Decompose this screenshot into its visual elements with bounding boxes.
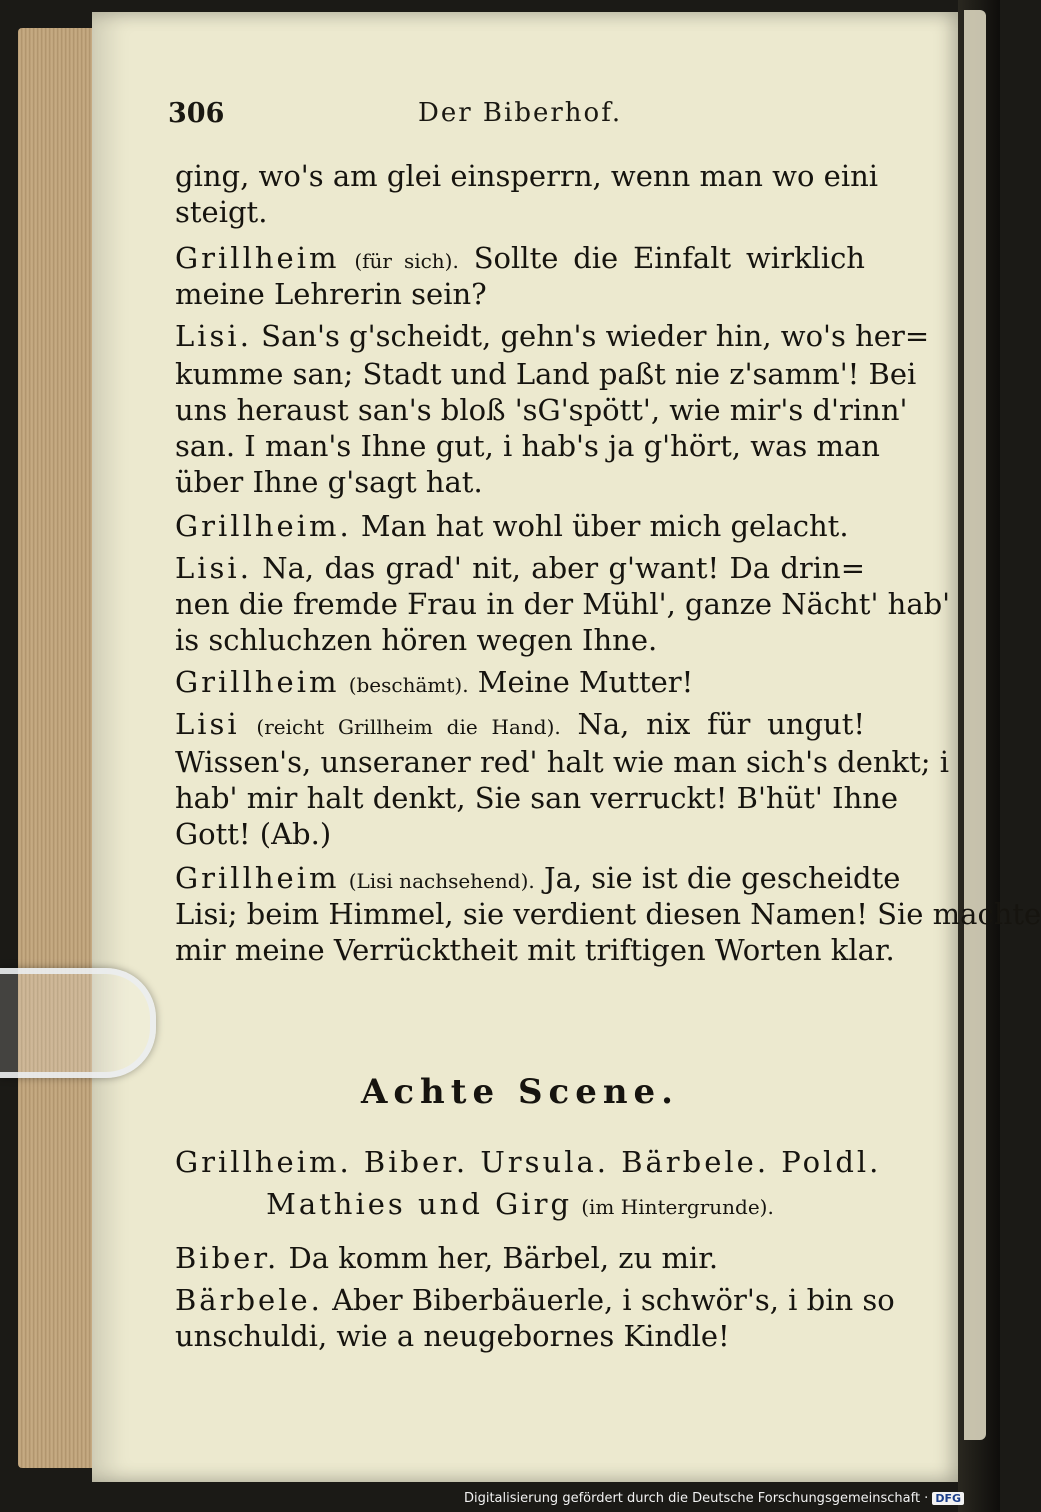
- credit-text: Digitalisierung gefördert durch die Deutsche Forschungsgemeinschaft ·: [463, 1490, 929, 1506]
- page-clip: [0, 968, 156, 1078]
- speaker-name: Grillheim: [175, 861, 340, 895]
- speaker-name: Grillheim.: [175, 509, 352, 543]
- speech-line: Lisi. Na, das grad' nit, aber g'want! Da drin=: [175, 551, 866, 585]
- speaker-name: Lisi.: [175, 319, 252, 353]
- text-line: uns heraust san's bloß 'sG'spött', wie mir's d'rinn': [175, 393, 908, 427]
- speech-line: Lisi (reicht Grillheim die Hand). Na, nix für ungut!: [175, 707, 865, 741]
- text-line: unschuldi, wie a neugebornes Kindle!: [175, 1319, 730, 1353]
- speech-line: Biber. Da komm her, Bärbel, zu mir.: [175, 1241, 719, 1275]
- speaker-name: Lisi.: [175, 551, 252, 585]
- speech-line: Bärbele. Aber Biberbäuerle, i schwör's, i bin so: [175, 1283, 895, 1317]
- text-line: meine Lehrerin sein?: [175, 277, 487, 311]
- stage-direction: (beschämt).: [348, 673, 469, 697]
- speech-line: Grillheim (Lisi nachsehend). Ja, sie ist die gescheidte: [175, 861, 901, 895]
- page-header: [168, 98, 868, 138]
- speaker-name: Lisi: [175, 707, 240, 741]
- text-line: Gott! (Ab.): [175, 817, 332, 851]
- stage-direction: (für sich).: [354, 249, 459, 273]
- text-line: steigt.: [175, 195, 268, 229]
- digitization-credit: [464, 1488, 964, 1508]
- speaker-name: Grillheim: [175, 241, 340, 275]
- text-line: nen die fremde Frau in der Mühl', ganze Nächt' hab': [175, 587, 951, 621]
- scene-title: Achte Scene.: [360, 1072, 680, 1112]
- stage-direction: (reicht Grillheim die Hand).: [256, 715, 561, 739]
- speech-line: Grillheim (für sich). Sollte die Einfalt wirklich: [175, 241, 865, 275]
- running-title: Der Biberhof.: [418, 98, 623, 128]
- page-number: 306: [168, 98, 225, 129]
- text-line: Wissen's, unseraner red' halt wie man sich's denkt; i: [175, 745, 950, 779]
- dfg-logo-icon: DFG: [932, 1492, 964, 1505]
- text-line: ging, wo's am glei einsperrn, wenn man wo eini: [175, 159, 879, 193]
- speech-line: Grillheim. Man hat wohl über mich gelacht.: [175, 509, 849, 543]
- text-line: mir meine Verrücktheit mit triftigen Worten klar.: [175, 933, 895, 967]
- stage-direction: (Lisi nachsehend).: [348, 869, 535, 893]
- speaker-name: Bärbele.: [175, 1283, 323, 1317]
- cast-list-secondary: Mathies und Girg (im Hintergrunde).: [266, 1187, 774, 1221]
- text-line: kumme san; Stadt und Land paßt nie z'samm'! Bei: [175, 357, 917, 391]
- text-line: hab' mir halt denkt, Sie san verruckt! B'hüt' Ihne: [175, 781, 899, 815]
- speech-line: Lisi. San's g'scheidt, gehn's wieder hin, wo's her=: [175, 319, 930, 353]
- right-page-edge: [958, 0, 1000, 1512]
- speaker-name: Grillheim: [175, 665, 340, 699]
- text-line: is schluchzen hören wegen Ihne.: [175, 623, 658, 657]
- speaker-name: Biber.: [175, 1241, 280, 1275]
- text-line: Lisi; beim Himmel, sie verdient diesen Namen! Sie machte: [175, 897, 1041, 931]
- text-line: san. I man's Ihne gut, i hab's ja g'hört, was man: [175, 429, 880, 463]
- cast-list: Grillheim. Biber. Ursula. Bärbele. Poldl.: [175, 1145, 882, 1179]
- book-page-edges: [18, 28, 96, 1468]
- stage-direction: (im Hintergrunde).: [581, 1195, 774, 1219]
- text-line: über Ihne g'sagt hat.: [175, 465, 483, 499]
- speech-line: Grillheim (beschämt). Meine Mutter!: [175, 665, 694, 699]
